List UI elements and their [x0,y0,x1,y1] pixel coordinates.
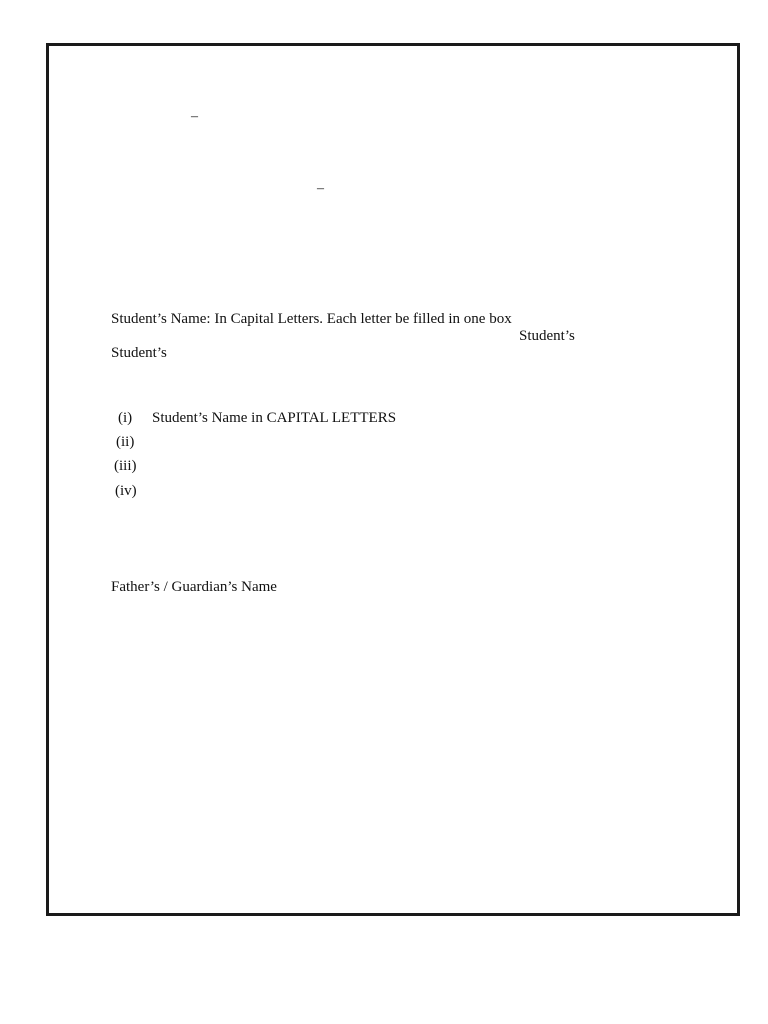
list-item-label: Student’s Name in CAPITAL LETTERS [152,410,397,426]
list-item-numeral: (ii) [116,434,135,450]
guardian-name-label: Father’s / Guardian’s Name [111,579,277,595]
list-item-numeral: (iii) [114,458,137,474]
student-name-heading: Student’s Name: In Capital Letters. Each letter be filled in one box [111,311,512,327]
list-item-numeral: (i) [118,410,133,426]
blank-dash: – [317,181,324,196]
blank-dash: – [191,109,198,124]
page-border [46,43,740,916]
student-label-left: Student’s [111,345,167,361]
student-label-right: Student’s [519,328,575,344]
list-item-numeral: (iv) [115,483,137,499]
